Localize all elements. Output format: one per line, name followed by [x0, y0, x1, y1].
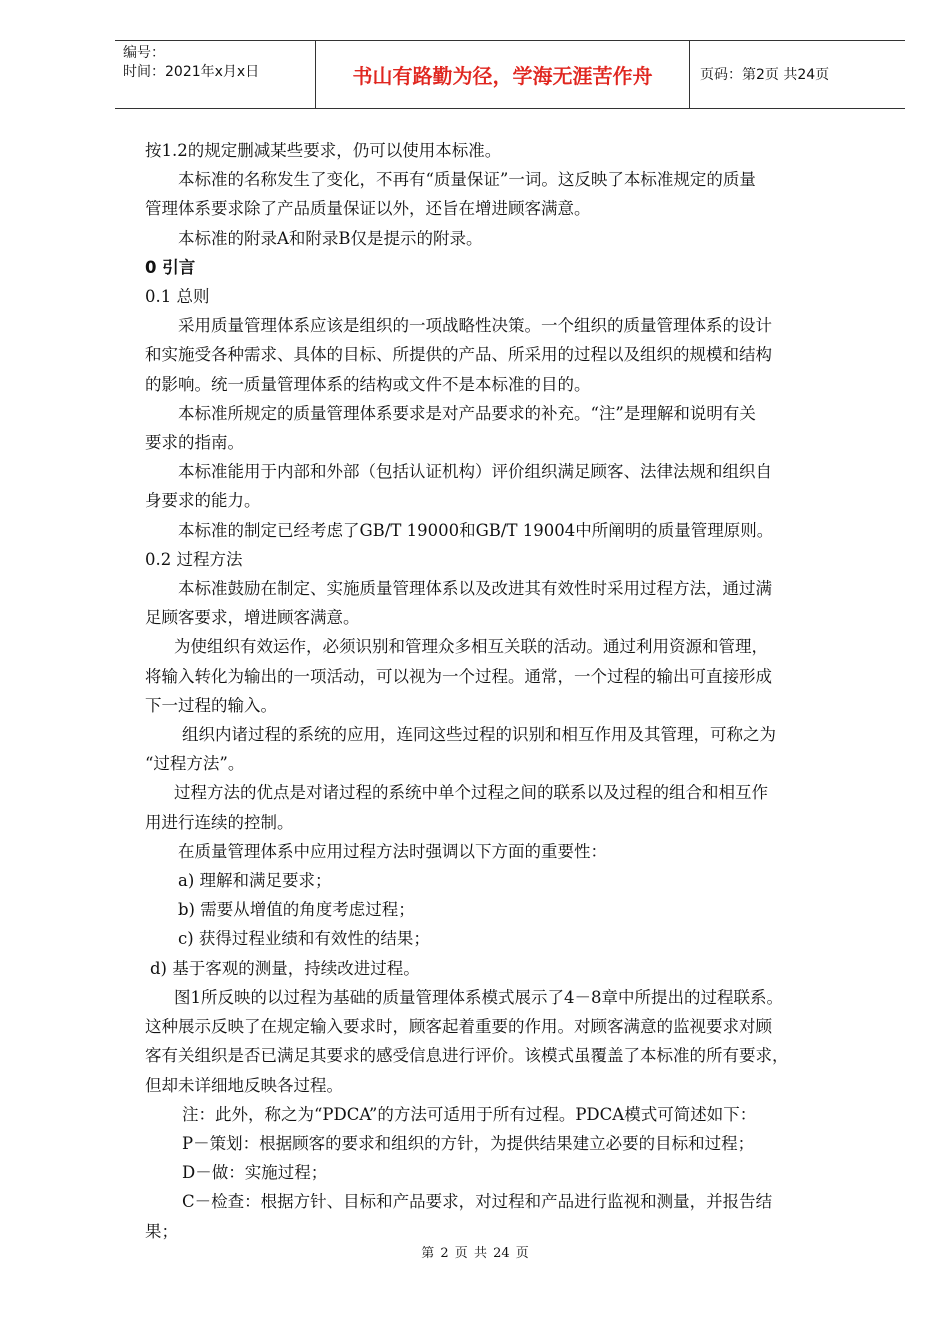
- header-motto-cell: [316, 41, 690, 108]
- body-line: 下一过程的输入。: [145, 695, 277, 715]
- body-line: 但却未详细地反映各过程。: [145, 1075, 343, 1095]
- body-line: 和实施受各种需求、具体的目标、所提供的产品、所采用的过程以及组织的规模和结构: [145, 345, 772, 365]
- body-line: “过程方法”。: [145, 754, 245, 774]
- body-line: 在质量管理体系中应用过程方法时强调以下方面的重要性：: [178, 841, 607, 861]
- body-line: 过程方法的优点是对诸过程的系统中单个过程之间的联系以及过程的组合和相互作: [174, 783, 768, 803]
- body-line: 管理体系要求除了产品质量保证以外，还旨在增进顾客满意。: [145, 199, 591, 219]
- body-line: 的影响。统一质量管理体系的结构或文件不是本标准的目的。: [145, 374, 591, 394]
- page-header: [115, 40, 905, 109]
- footer-total-pages: 24: [493, 1246, 510, 1261]
- body-line: 足顾客要求，增进顾客满意。: [145, 608, 360, 628]
- body-line: 图1所反映的以过程为基础的质量管理体系模式展示了4－8章中所提出的过程联系。: [174, 987, 783, 1007]
- footer-ye2: 页: [515, 1246, 529, 1261]
- body-line: 本标准鼓励在制定、实施质量管理体系以及改进其有效性时采用过程方法，通过满: [178, 579, 772, 599]
- body-line: 本标准能用于内部和外部（包括认证机构）评价组织满足顾客、法律法规和组织自: [178, 462, 772, 482]
- subsection-heading: 0.1 总则: [145, 287, 210, 307]
- body-line: 为使组织有效运作，必须识别和管理众多相互关联的活动。通过利用资源和管理，: [174, 637, 768, 657]
- document-body: [145, 136, 885, 1246]
- body-line: 按1.2的规定删减某些要求，仍可以使用本标准。: [145, 141, 502, 160]
- list-item: a) 理解和满足要求；: [178, 871, 332, 891]
- note-line: P－策划：根据顾客的要求和组织的方针，为提供结果建立必要的目标和过程；: [182, 1133, 755, 1153]
- body-line: 客有关组织是否已满足其要求的感受信息进行评价。该模式虽覆盖了本标准的所有要求，: [145, 1046, 789, 1066]
- body-line: 本标准的制定已经考虑了GB/T 19000和GB/T 19004中所阐明的质量管理原则。: [178, 520, 774, 540]
- body-line: 本标准的附录A和附录B仅是提示的附录。: [178, 228, 483, 248]
- body-line: 要求的指南。: [145, 433, 244, 453]
- body-line: 采用质量管理体系应该是组织的一项战略性决策。一个组织的质量管理体系的设计: [178, 316, 772, 336]
- header-motto: 书山有路勤为径，学海无涯苦作舟: [352, 64, 653, 88]
- list-item: d) 基于客观的测量，持续改进过程。: [150, 958, 420, 978]
- body-line: 组织内诸过程的系统的应用，连同这些过程的识别和相互作用及其管理，可称之为: [182, 725, 776, 745]
- document-date-label: 时间：2021年x月x日: [123, 64, 260, 80]
- note-line: D－做：实施过程；: [182, 1163, 328, 1183]
- body-line: 这种展示反映了在规定输入要求时，顾客起着重要的作用。对顾客满意的监视要求对顾: [145, 1017, 772, 1037]
- footer-ye: 页: [454, 1246, 468, 1261]
- list-item: c) 获得过程业绩和有效性的结果；: [178, 929, 430, 949]
- body-line: 本标准所规定的质量管理体系要求是对产品要求的补充。“注”是理解和说明有关: [178, 403, 756, 423]
- subsection-heading: 0.2 过程方法: [145, 549, 243, 569]
- body-line: 将输入转化为输出的一项活动，可以视为一个过程。通常，一个过程的输出可直接形成: [145, 666, 772, 686]
- header-page-cell: [690, 41, 905, 108]
- body-line: 本标准的名称发生了变化，不再有“质量保证”一词。这反映了本标准规定的质量: [178, 170, 756, 190]
- note-line: 注：此外，称之为“PDCA”的方法可适用于所有过程。PDCA模式可简述如下：: [182, 1104, 757, 1124]
- document-number-label: 编号：: [123, 45, 165, 61]
- body-line: 身要求的能力。: [145, 491, 261, 511]
- footer-gong: 共: [473, 1246, 487, 1261]
- footer-page-number: 2: [440, 1246, 449, 1261]
- note-line: C－检查：根据方针、目标和产品要求，对过程和产品进行监视和测量，并报告结: [182, 1192, 773, 1212]
- header-page-number: 页码：第2页 共24页: [700, 67, 830, 83]
- body-line: 用进行连续的控制。: [145, 812, 294, 832]
- section-heading: 0 引言: [145, 257, 196, 277]
- list-item: b) 需要从增值的角度考虑过程；: [178, 900, 415, 920]
- header-meta-cell: [115, 41, 316, 108]
- footer-di: 第: [421, 1246, 435, 1261]
- note-line: 果；: [145, 1221, 178, 1241]
- page-footer: [0, 1246, 950, 1262]
